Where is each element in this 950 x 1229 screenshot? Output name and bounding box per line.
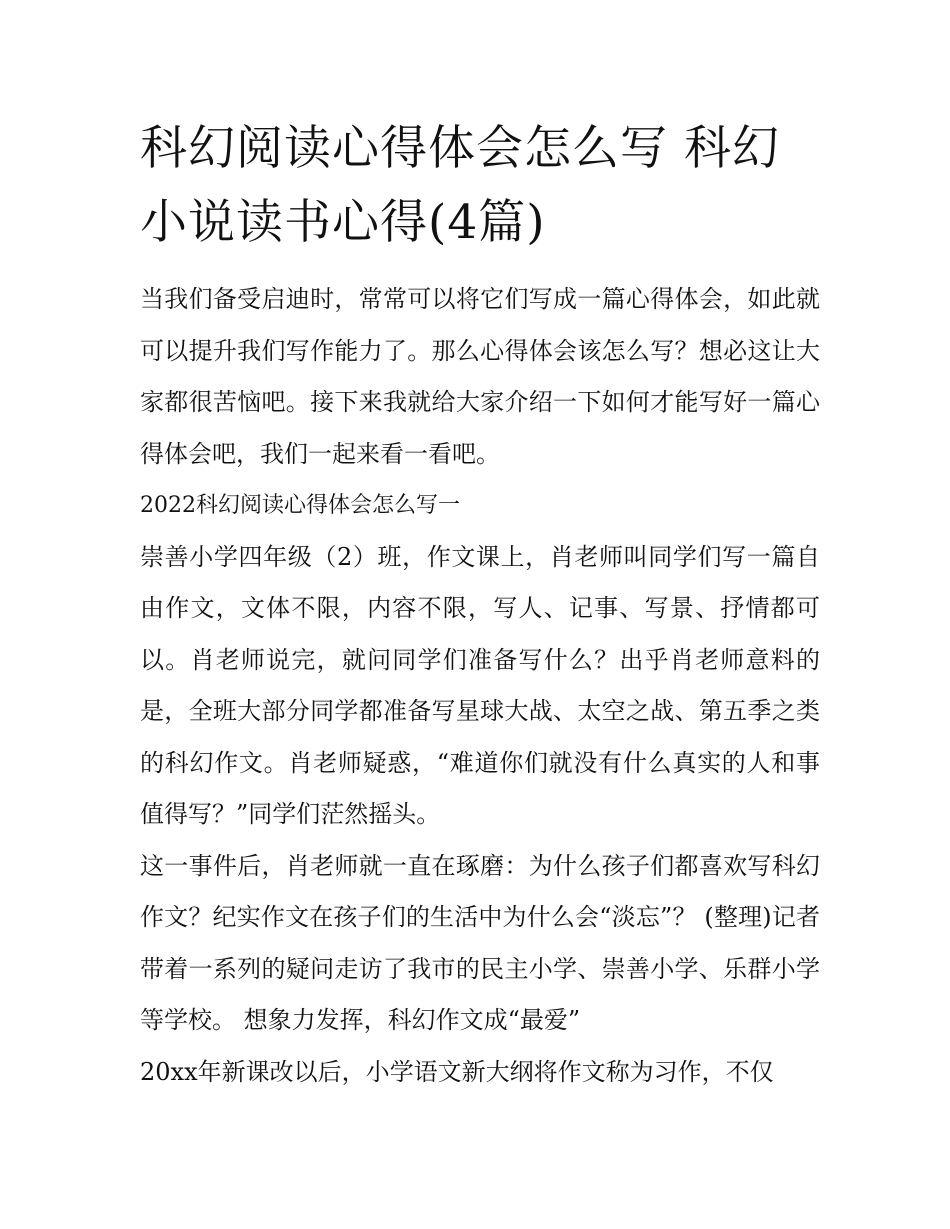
- body-paragraph: 20xx年新课改以后，小学语文新大纲将作文称为习作，不仅: [140, 1057, 774, 1086]
- section-heading: 2022科幻阅读心得体会怎么写一: [140, 493, 460, 518]
- document-page: [140, 112, 820, 1098]
- document-title: 科幻阅读心得体会怎么写 科幻小说读书心得(4篇): [140, 121, 780, 250]
- body-paragraph: 崇善小学四年级（2）班，作文课上，肖老师叫同学们写一篇自由作文，文体不限，内容不限，写人、记事、写景、抒情都可以。肖老师说完，就问同学们准备写什么？出乎肖老师意料的是，全班大部分同学都准备写星球大战、太空之战、第五季之类的科幻作文。肖老师疑惑，“难道你们就没有什么真实的人和事值得写？”同学们茫然摇头。: [140, 542, 820, 828]
- intro-paragraph: 当我们备受启迪时，常常可以将它们写成一篇心得体会，如此就可以提升我们写作能力了。那么心得体会该怎么写？想必这让大家都很苦恼吧。接下来我就给大家介绍一下如何才能写好一篇心得体会吧，我们一起来看一看吧。: [140, 285, 820, 468]
- body-paragraph: 这一事件后，肖老师就一直在琢磨：为什么孩子们都喜欢写科幻作文？纪实作文在孩子们的生活中为什么会“淡忘”？ (整理)记者带着一系列的疑问走访了我市的民主小学、崇善小学、乐群小学等学校。 想象力发挥，科幻作文成“最爱”: [140, 851, 820, 1034]
